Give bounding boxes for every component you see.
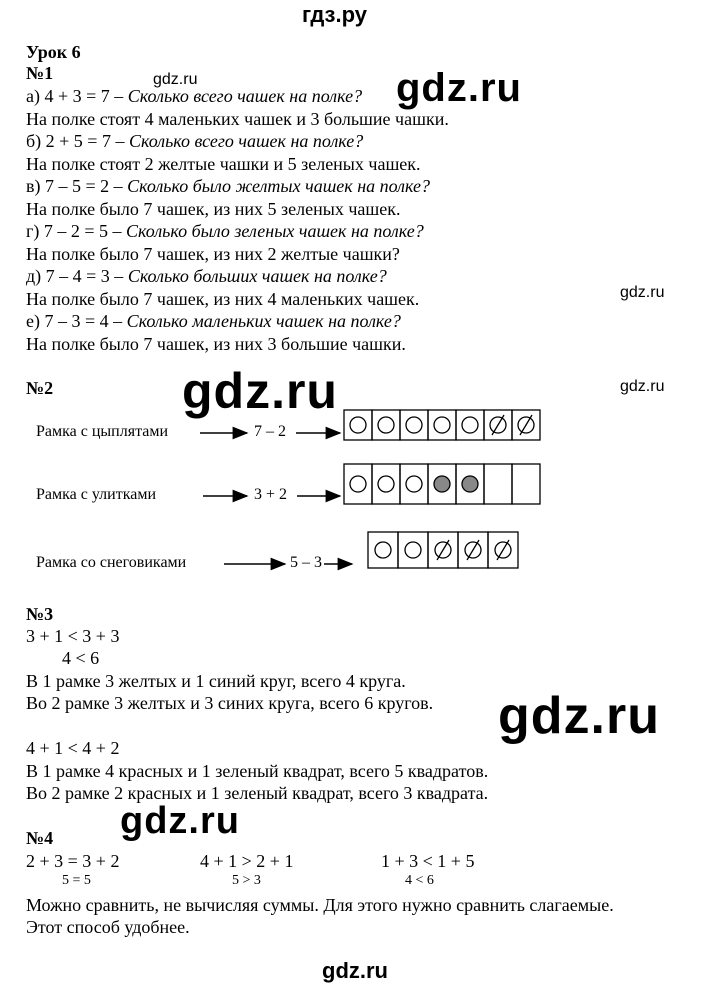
frame-row-label: Рамка со снеговиками xyxy=(36,554,187,571)
watermark-large: gdz.ru xyxy=(120,800,240,842)
task1-line: На полке было 7 чашек, из них 2 желтые чашки? xyxy=(26,243,400,264)
task1-equation: д) 7 – 4 = 3 – xyxy=(26,266,128,286)
watermark-large: gdz.ru xyxy=(498,687,660,745)
frame-cell xyxy=(368,532,398,568)
task3-line: В 1 рамке 3 желтых и 1 синий круг, всего 4 круга. xyxy=(26,671,406,691)
watermark-large: gdz.ru xyxy=(182,363,338,419)
task3-heading: №3 xyxy=(26,604,54,624)
frame-row-expr: 3 + 2 xyxy=(254,486,288,503)
frame-cell xyxy=(484,464,512,504)
task1-line: На полке стоят 4 маленьких чашек и 3 большие чашки. xyxy=(26,108,449,129)
task4-expr: 1 + 3 < 1 + 5 xyxy=(381,851,475,871)
empty-counter xyxy=(406,476,422,492)
empty-counter xyxy=(350,417,366,433)
empty-counter xyxy=(434,417,450,433)
task4-expr: 2 + 3 = 3 + 2 xyxy=(26,851,120,871)
site-header: гдз.ру xyxy=(302,2,367,27)
task1-equation: г) 7 – 2 = 5 – xyxy=(26,221,127,241)
filled-counter xyxy=(434,476,450,492)
frame-cell xyxy=(400,410,428,440)
task1-equation: е) 7 – 3 = 4 – xyxy=(26,311,127,331)
task1-question: Сколько было желтых чашек на полке? xyxy=(127,176,430,196)
frame-cell xyxy=(398,532,428,568)
task4-conclusion: Можно сравнить, не вычисляя суммы. Для этого нужно сравнить слагаемые. xyxy=(26,895,614,915)
lesson-title: Урок 6 xyxy=(26,42,81,62)
task4-result: 4 < 6 xyxy=(405,873,434,888)
task3-line: Во 2 рамке 2 красных и 1 зеленый квадрат, всего 3 квадрата. xyxy=(26,783,489,803)
frame-row-expr: 7 – 2 xyxy=(254,423,286,440)
filled-counter xyxy=(462,476,478,492)
task3-line: Во 2 рамке 3 желтых и 3 синих круга, всего 6 кругов. xyxy=(26,693,434,713)
task1-equation: б) 2 + 5 = 7 – xyxy=(26,131,129,151)
frame-cell xyxy=(344,410,372,440)
frame-row-label: Рамка с улитками xyxy=(36,486,157,503)
watermark-small: gdz.ru xyxy=(620,378,665,395)
task2-heading: №2 xyxy=(26,378,54,398)
task4-expr: 4 + 1 > 2 + 1 xyxy=(200,851,294,871)
empty-counter xyxy=(405,542,421,558)
empty-counter xyxy=(378,417,394,433)
task1-equation: а) 4 + 3 = 7 – xyxy=(26,86,128,106)
task1-line: На полке было 7 чашек, из них 5 зеленых чашек. xyxy=(26,198,401,219)
empty-counter xyxy=(378,476,394,492)
empty-counter xyxy=(375,542,391,558)
watermark-small: gdz.ru xyxy=(620,284,665,301)
task4-conclusion: Этот способ удобнее. xyxy=(26,917,190,937)
frame-cell xyxy=(428,410,456,440)
frame-cell xyxy=(372,410,400,440)
empty-counter xyxy=(350,476,366,492)
task1-heading: №1 xyxy=(26,63,54,83)
task3-compare-1: 3 + 1 < 3 + 3 xyxy=(26,626,120,646)
frame-cell xyxy=(372,464,400,504)
task3-result-1: 4 < 6 xyxy=(62,648,100,668)
task1-question: Сколько маленьких чашек на полке? xyxy=(126,311,401,331)
task1-question: Сколько было зеленых чашек на полке? xyxy=(126,221,424,241)
task1-line: На полке стоят 2 желтые чашки и 5 зеленых чашек. xyxy=(26,153,421,174)
task1-line: На полке было 7 чашек, из них 3 большие чашки. xyxy=(26,333,406,354)
watermark-small: gdz.ru xyxy=(153,71,198,88)
task1-question: Сколько всего чашек на полке? xyxy=(128,131,364,151)
task1-question: Сколько всего чашек на полке? xyxy=(127,86,363,106)
frame-cell xyxy=(400,464,428,504)
task1-equation: в) 7 – 5 = 2 – xyxy=(26,176,128,196)
task4-result: 5 = 5 xyxy=(62,873,91,888)
watermark-footer: gdz.ru xyxy=(322,958,388,983)
task4-result: 5 > 3 xyxy=(232,873,261,888)
task4-heading: №4 xyxy=(26,828,54,848)
frame-row-label: Рамка с цыплятами xyxy=(36,423,169,440)
frame-cell xyxy=(512,464,540,504)
watermark-large: gdz.ru xyxy=(396,66,522,110)
frame-cell xyxy=(456,410,484,440)
task1-line: На полке было 7 чашек, из них 4 маленьких чашек. xyxy=(26,288,420,309)
task3-line: В 1 рамке 4 красных и 1 зеленый квадрат, всего 5 квадратов. xyxy=(26,761,489,781)
task3-compare-2: 4 + 1 < 4 + 2 xyxy=(26,738,120,758)
frame-row-expr: 5 – 3 xyxy=(290,554,322,571)
frame-cell xyxy=(344,464,372,504)
task1-question: Сколько больших чашек на полке? xyxy=(127,266,387,286)
empty-counter xyxy=(406,417,422,433)
empty-counter xyxy=(462,417,478,433)
